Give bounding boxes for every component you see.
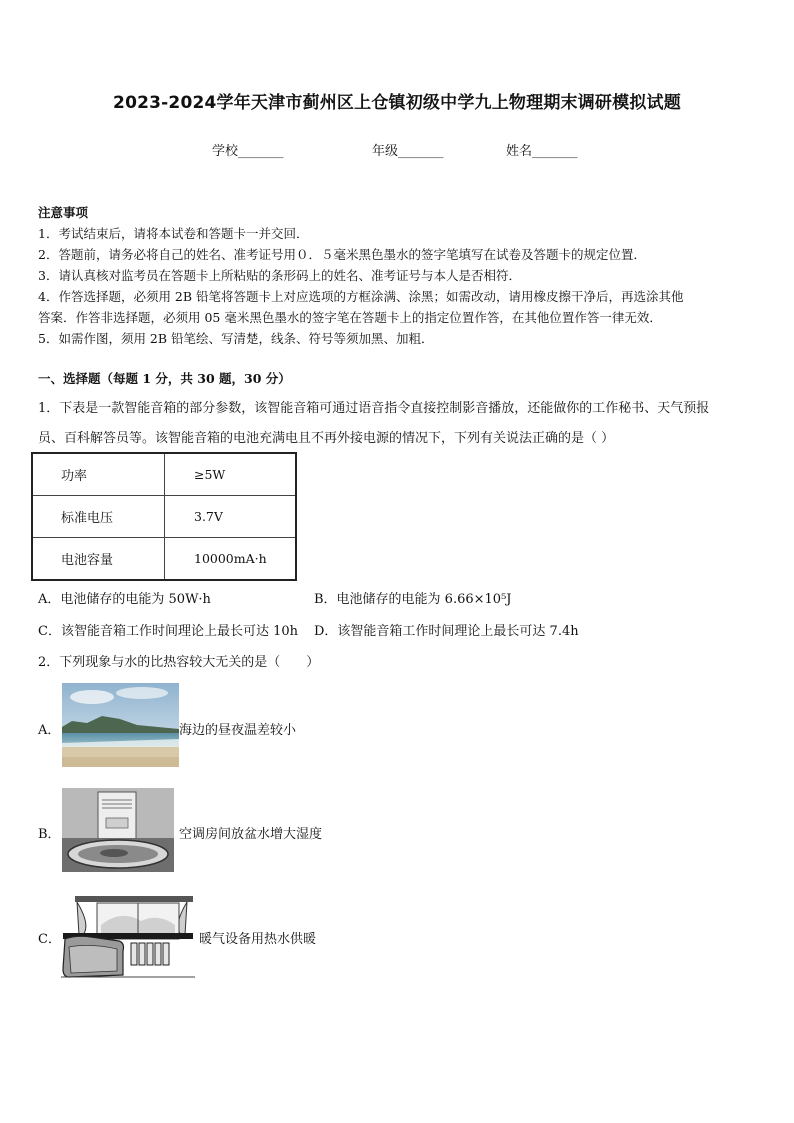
section-heading: 一、选择题（每题 1 分，共 30 题，30 分） <box>38 371 291 386</box>
name-field: 姓名_______ <box>506 144 578 159</box>
air-conditioner-image <box>62 788 174 872</box>
option-label: B． <box>38 827 61 842</box>
option-text: 暖气设备用热水供暖 <box>199 932 317 947</box>
option-label: C． <box>38 932 61 947</box>
notice-item: 1．考试结束后，请将本试卷和答题卡一并交回． <box>38 226 309 241</box>
table-row <box>32 538 296 581</box>
table-cell: 电池容量 <box>32 538 165 581</box>
question-1-stem: 1．下表是一款智能音箱的部分参数，该智能音箱可通过语音指令直接控制影音播放，还能做你的工作秘书、天气预报 <box>38 401 710 416</box>
notice-item: 2．答题前，请务必将自己的姓名、准考证号用０．５毫米黑色墨水的签字笔填写在试卷及答题卡的规定位置． <box>38 247 646 262</box>
option-a: A．电池储存的电能为 50W·h <box>38 592 211 607</box>
school-field: 学校_______ <box>212 144 284 159</box>
notice-heading: 注意事项 <box>38 205 89 220</box>
table-cell: ≥5W <box>165 453 297 496</box>
notice-item: 5．如需作图，须用 2B 铅笔绘、写清楚，线条、符号等须加黑、加粗． <box>38 331 434 346</box>
notice-item: 3．请认真核对监考员在答题卡上所粘贴的条形码上的姓名、准考证号与本人是否相符． <box>38 268 521 283</box>
table-cell: 功率 <box>32 453 165 496</box>
notice-item: 答案．作答非选择题，必须用 05 毫米黑色墨水的签字笔在答题卡上的指定位置作答，在其他位置作答一律无效． <box>38 310 662 325</box>
spec-table <box>31 452 297 581</box>
table-cell: 10000mA·h <box>165 538 297 581</box>
option-b: B．电池储存的电能为 6.66×10⁵J <box>314 592 512 607</box>
question-1-stem: 员、百科解答员等。该智能音箱的电池充满电且不再外接电源的情况下，下列有关说法正确的是（ ） <box>38 431 615 446</box>
question-2-stem: 2．下列现象与水的比热容较大无关的是（ ） <box>38 655 320 670</box>
option-label: A． <box>38 723 61 738</box>
notice-item: 4．作答选择题，必须用 2B 铅笔将答题卡上对应选项的方框涂满、涂黑；如需改动，请用橡皮擦干净后，再选涂其他 <box>38 289 684 304</box>
option-text: 海边的昼夜温差较小 <box>179 723 297 738</box>
grade-field: 年级_______ <box>372 144 444 159</box>
table-cell: 3.7V <box>165 496 297 538</box>
option-text: 空调房间放盆水增大湿度 <box>179 827 323 842</box>
beach-image <box>62 683 179 767</box>
radiator-image <box>61 895 195 979</box>
option-c: C．该智能音箱工作时间理论上最长可达 10h <box>38 624 298 639</box>
page-title: 2023-2024学年天津市蓟州区上仓镇初级中学九上物理期末调研模拟试题 <box>113 93 681 113</box>
table-cell: 标准电压 <box>32 496 165 538</box>
table-row <box>32 453 296 496</box>
table-row <box>32 496 296 538</box>
option-d: D．该智能音箱工作时间理论上最长可达 7.4h <box>314 624 579 639</box>
